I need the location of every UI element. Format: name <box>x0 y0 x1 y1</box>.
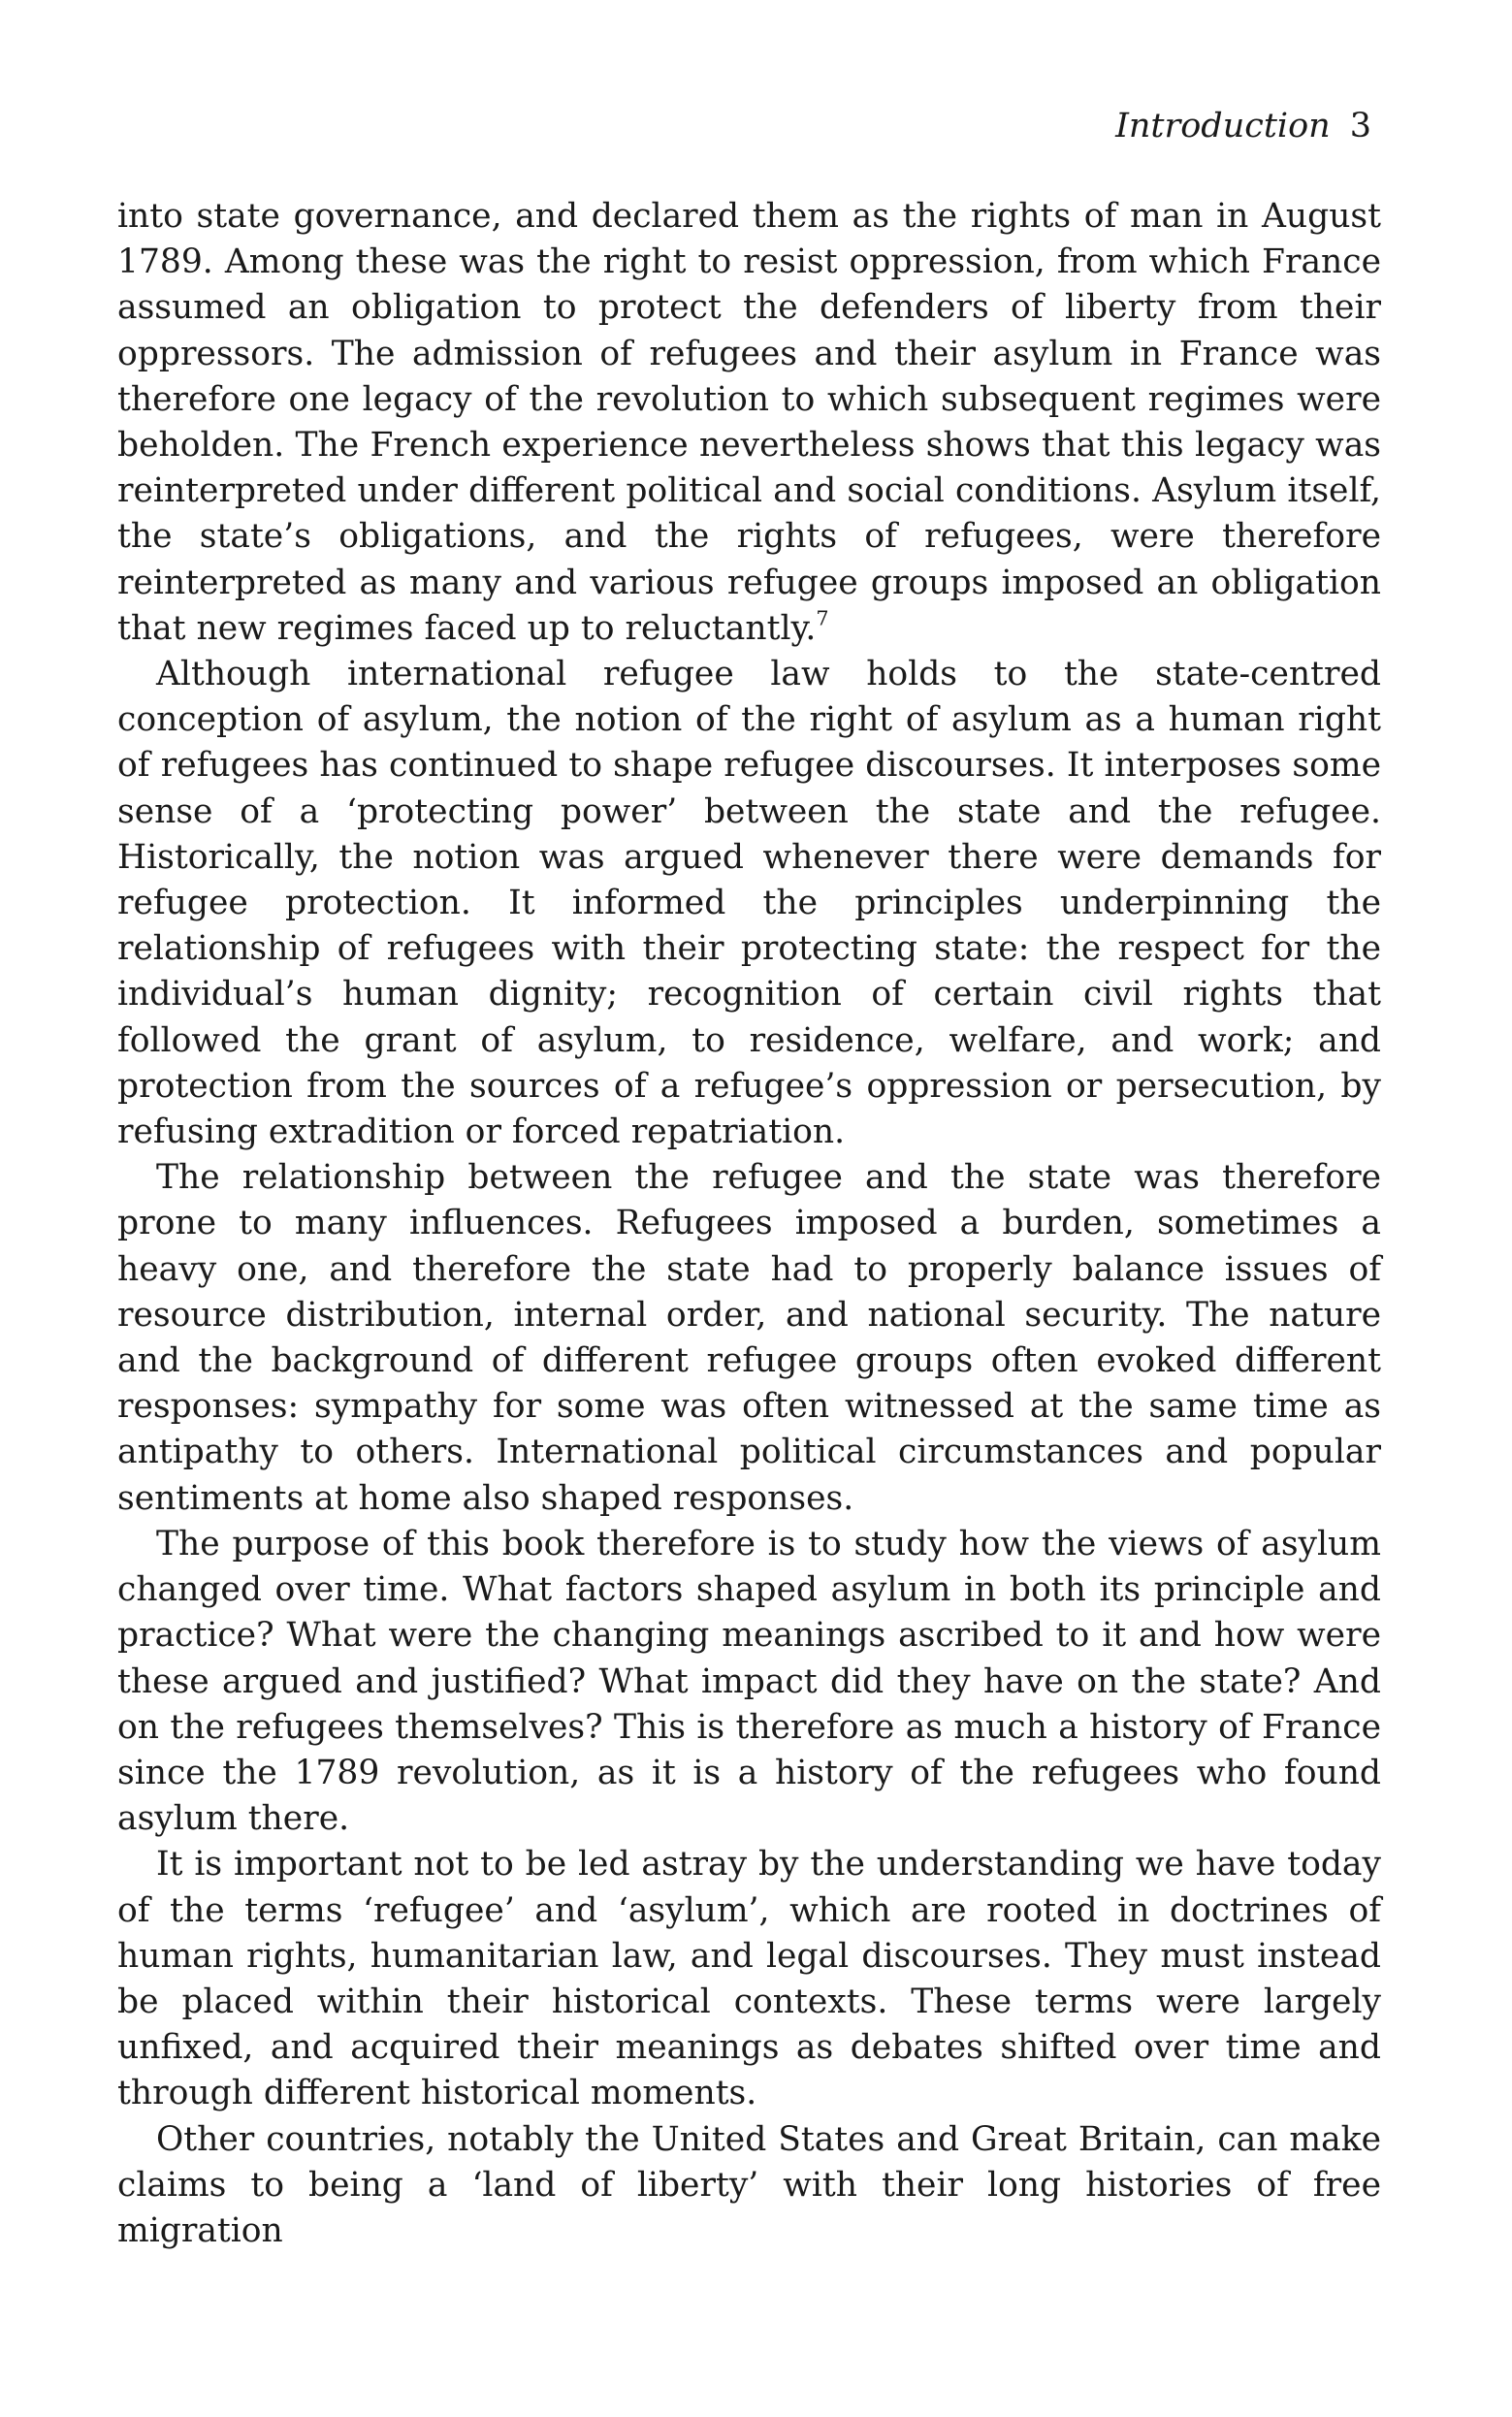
paragraph-text: It is important not to be led astray by the understanding we have today of the terms ‘refugee’ and ‘asylum’, which are rooted in doctrines of human rights, humanitarian law, and legal discourses. They must instead be placed within their historical contexts. These terms were largely unfixed, and acquired their meanings as debates shifted over time and through different historical moments. <box>117 1845 1381 2113</box>
running-head <box>1115 105 1371 147</box>
paragraph <box>117 652 1381 1155</box>
paragraph <box>117 1842 1381 2116</box>
paragraph-text: The purpose of this book therefore is to study how the views of asylum changed over time. What factors shaped asylum in both its principle and practice? What were the changing meanings ascribed to it and how were these argued and justified? What impact did they have on the state? And on the refugees themselves? This is therefore as much a history of France since the 1789 revolution, as it is a history of the refugees who found asylum there. <box>117 1524 1381 1839</box>
paragraph <box>117 1155 1381 1522</box>
page-number: 3 <box>1349 107 1371 145</box>
paragraph <box>117 2117 1381 2255</box>
paragraph-text: Although international refugee law holds to the state-centred conception of asylum, the notion of the right of asylum as a human right of refugees has continued to shape refugee discourses. It interposes some sense of a ‘protecting power’ between the state and the refugee. Historically, the notion was argued whenever there were demands for refugee protection. It informed the principles underpinning the relationship of refugees with their protecting state: the respect for the individual’s human dignity; recognition of certain civil rights that followed the grant of asylum, to residence, welfare, and work; and protection from the sources of a refugee’s oppression or persecution, by refusing extradition or forced repatriation. <box>117 655 1381 1152</box>
body-text <box>117 194 1381 2254</box>
running-title: Introduction <box>1115 107 1331 145</box>
paragraph-text: Other countries, notably the United States and Great Britain, can make claims to being a ‘land of liberty’ with their long histories of free migration <box>117 2119 1381 2250</box>
footnote-ref: 7 <box>816 606 829 630</box>
paragraph-text: into state governance, and declared them as the rights of man in August 1789. Among these was the right to resist oppression, from which France assumed an obligation to protect the defenders of liberty from their oppressors. The admission of refugees and their asylum in France was therefore one legacy of the revolution to which subsequent regimes were beholden. The French experience nevertheless shows that this legacy was reinterpreted under different political and social conditions. Asylum itself, the state’s obligations, and the rights of refugees, were therefore reinterpreted as many and various refugee groups imposed an obligation that new regimes faced up to reluctantly. <box>117 197 1381 648</box>
paragraph-text: The relationship between the refugee and the state was therefore prone to many influences. Refugees imposed a burden, sometimes a heavy one, and therefore the state had to properly balance issues of resource distribution, internal order, and national security. The nature and the background of different refugee groups often evoked different responses: sympathy for some was often witnessed at the same time as antipathy to others. International political circumstances and popular sentiments at home also shaped responses. <box>117 1158 1381 1518</box>
paragraph <box>117 194 1381 652</box>
paragraph <box>117 1522 1381 1842</box>
